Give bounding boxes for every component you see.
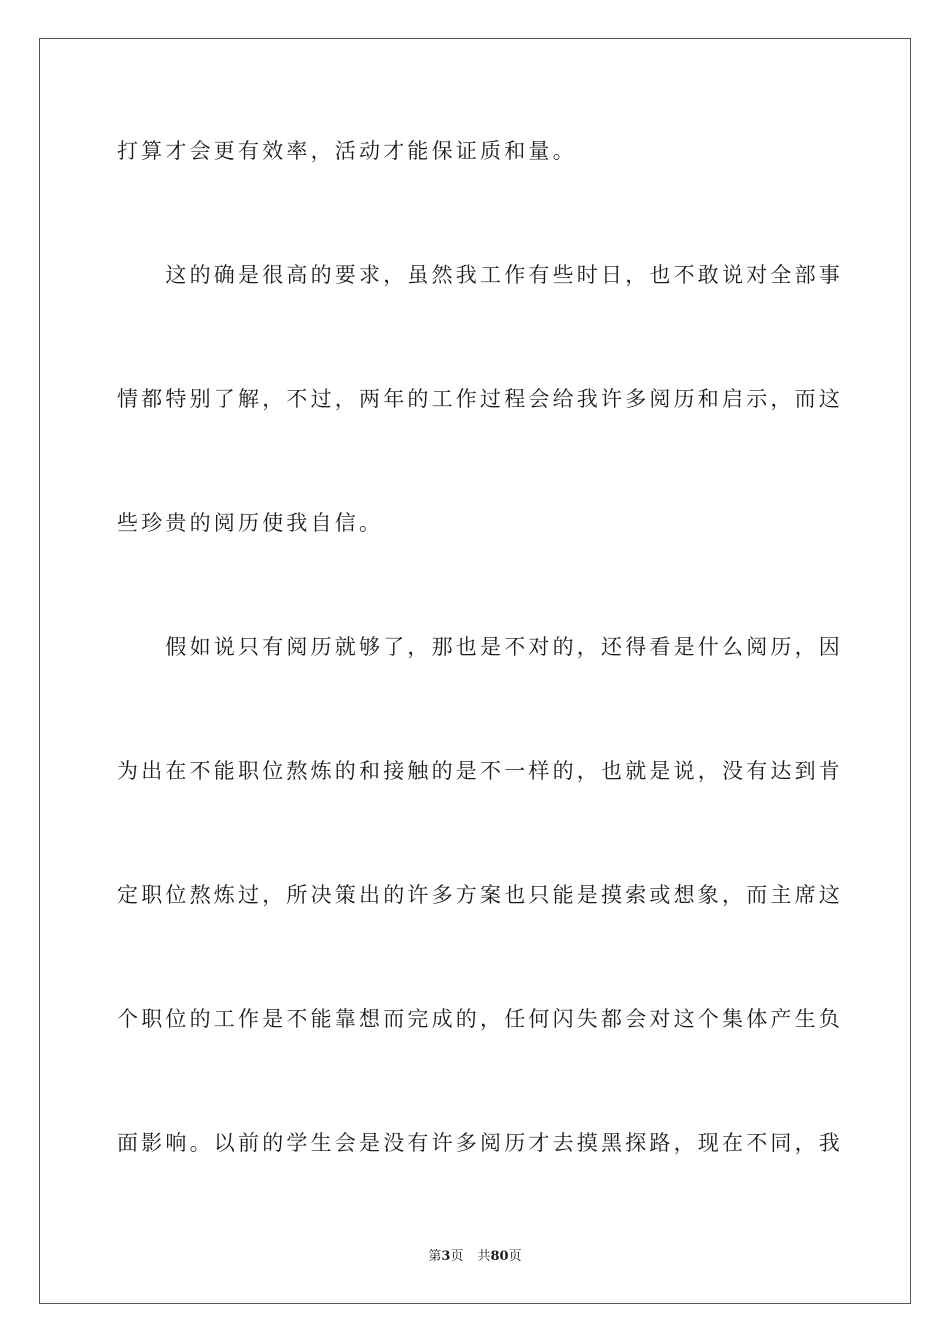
- total-pages: 80: [490, 1249, 509, 1264]
- page-suffix: 页: [450, 1249, 464, 1264]
- text-line: 为出在不能职位熬炼的和接触的是不一样的，也就是说，没有达到肯: [117, 759, 843, 783]
- total-suffix: 页: [508, 1249, 522, 1264]
- page-border: [39, 38, 911, 1304]
- text-line: 面影响。以前的学生会是没有许多阅历才去摸黑探路，现在不同，我: [117, 1131, 843, 1155]
- text-line: 假如说只有阅历就够了，那也是不对的，还得看是什么阅历，因: [117, 635, 843, 659]
- page-number: 3: [441, 1249, 451, 1264]
- text-line: 个职位的工作是不能靠想而完成的，任何闪失都会对这个集体产生负: [117, 1007, 843, 1031]
- text-line: 打算才会更有效率，活动才能保证质和量。: [117, 139, 577, 163]
- text-line: 定职位熬炼过，所决策出的许多方案也只能是摸索或想象，而主席这: [117, 883, 843, 907]
- text-line: 情都特别了解，不过，两年的工作过程会给我许多阅历和启示，而这: [117, 387, 843, 411]
- page-footer: [0, 1248, 950, 1266]
- total-prefix: 共: [477, 1249, 491, 1264]
- page-prefix: 第: [428, 1249, 442, 1264]
- text-line: 些珍贵的阅历使我自信。: [117, 511, 384, 535]
- text-line: 这的确是很高的要求，虽然我工作有些时日，也不敢说对全部事: [117, 263, 843, 287]
